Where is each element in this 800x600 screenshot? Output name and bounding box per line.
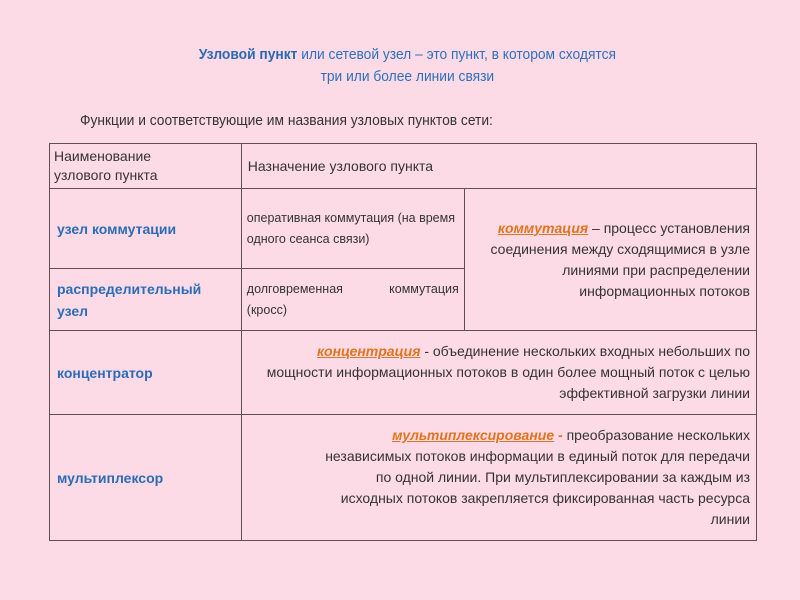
title-text: или сетевой узел – это пункт, в котором сходятся — [297, 46, 616, 63]
node-name: мультиплексор — [57, 469, 164, 486]
node-purpose: оперативная коммутация (на время одного сеанса связи) — [246, 210, 455, 246]
row-purpose-cell — [241, 269, 464, 331]
table-row — [50, 331, 757, 415]
header-purpose: Назначение узлового пункта — [247, 158, 434, 174]
title-text-line2: три или более линии связи — [320, 68, 495, 85]
header-name-cell — [50, 144, 242, 189]
definition-cell — [241, 415, 756, 541]
node-name: распределительный узел — [57, 280, 202, 319]
row-purpose-cell — [241, 189, 464, 269]
node-purpose — [242, 279, 464, 321]
definition-dash: - — [554, 427, 563, 443]
node-functions-table — [49, 143, 757, 541]
node-name: узел коммутации — [57, 220, 177, 237]
definition-cell — [241, 331, 756, 415]
definition-commutation — [465, 218, 756, 302]
definition-multiplexing — [242, 425, 756, 530]
definition-text: – процесс установления соединения между сходящимися в узле линиями при распределении информационных потоков — [490, 219, 750, 299]
table-caption: Функции и соответствующие им названия узловых пунктов сети: — [80, 112, 493, 129]
term-multiplexing: мультиплексирование — [392, 427, 555, 443]
definition-text: преобразование нескольких независимых потоков информации в единый поток для передачи по одной линии. При мультиплексировании за каждым из исходных потоков закрепляется фиксированная часть ресурса линии — [325, 427, 750, 527]
definition-text: - объединение нескольких входных небольших по мощности информационных потоков в один более мощный поток с целью эффективной загрузки линии — [266, 343, 750, 401]
node-purpose-line1: долговременная коммутация — [246, 281, 459, 296]
node-name: концентратор — [57, 364, 153, 381]
row-name-cell — [50, 269, 242, 331]
table-row — [50, 189, 757, 269]
node-purpose-line2: (кросс) — [246, 302, 287, 317]
title-bold-term: Узловой пункт — [198, 46, 298, 63]
table-header-row — [50, 144, 757, 189]
row-name-cell — [50, 189, 242, 269]
row-name-cell — [50, 415, 242, 541]
definition-cell — [464, 189, 756, 331]
definition-concentration — [242, 341, 756, 404]
header-purpose-cell — [241, 144, 756, 189]
row-name-cell — [50, 331, 242, 415]
header-name: Наименование узлового пункта — [54, 148, 158, 183]
table-row — [50, 415, 757, 541]
slide-title — [32, 44, 783, 88]
term-commutation: коммутация — [497, 219, 589, 236]
term-concentration: концентрация — [316, 343, 421, 359]
